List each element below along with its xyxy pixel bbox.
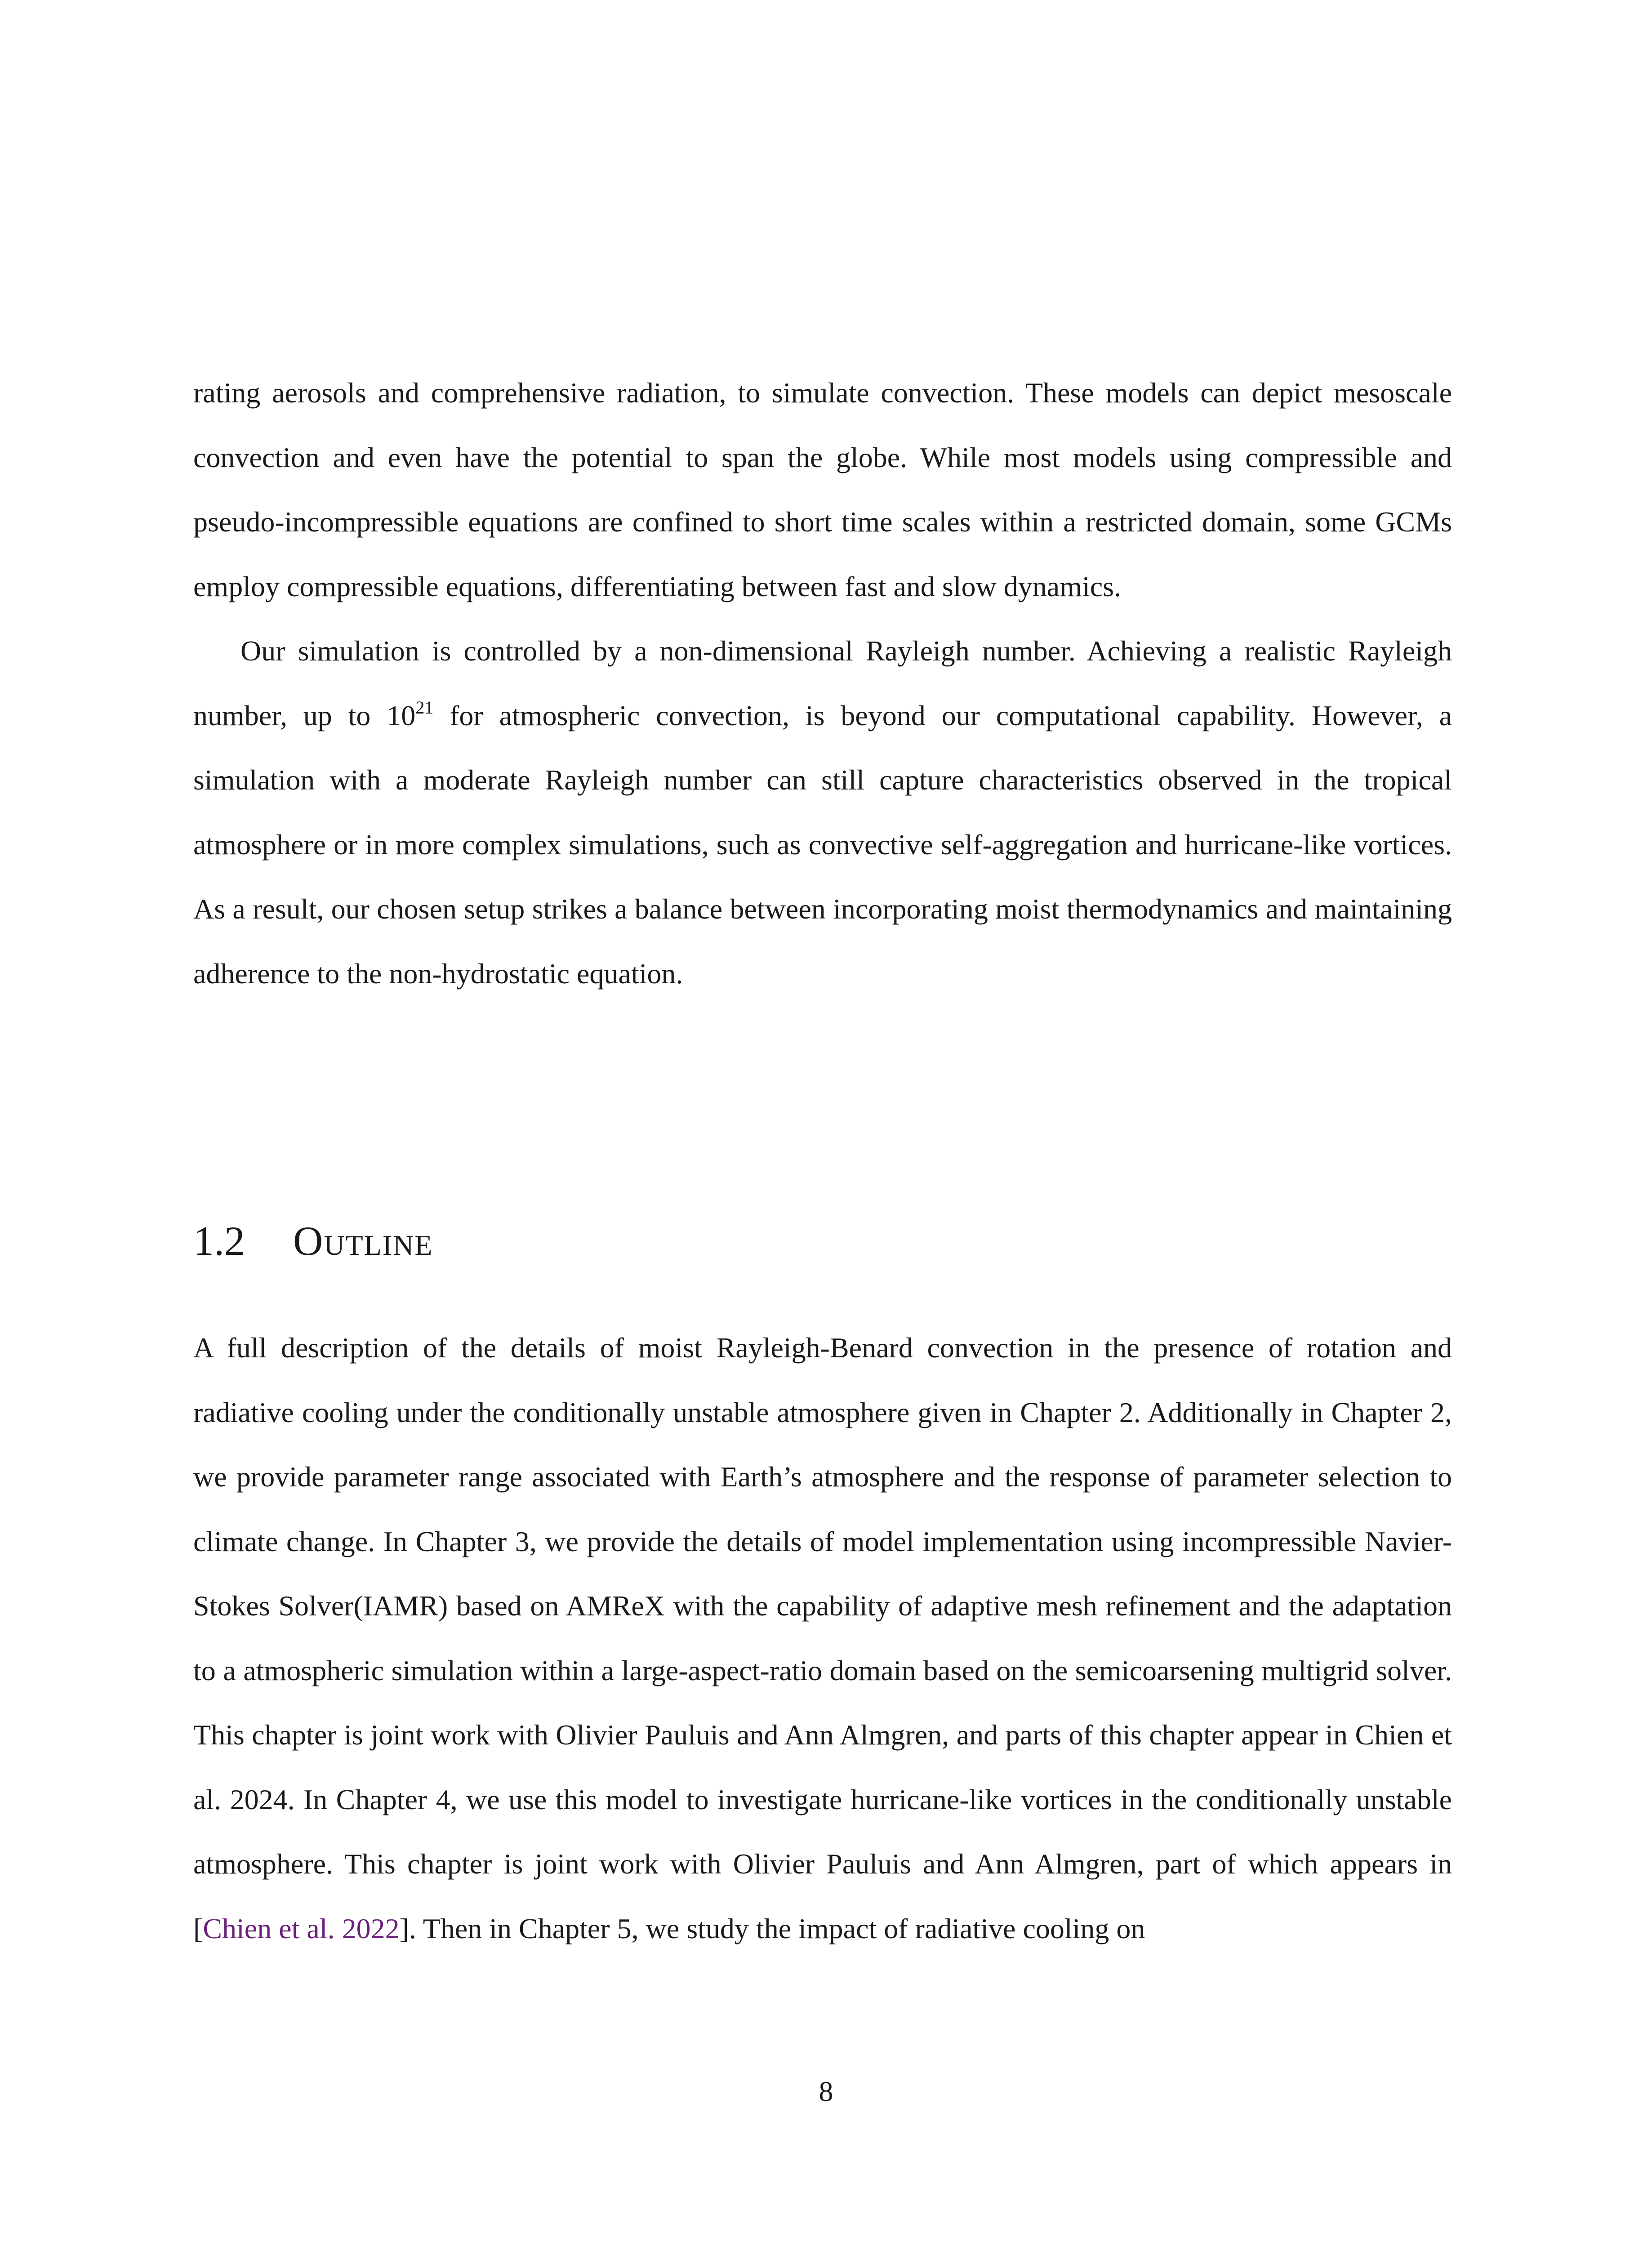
paragraph-2-rayleigh (193, 619, 1452, 1006)
section-number: 1.2 (193, 1218, 245, 1264)
section-heading-outline (193, 1212, 433, 1270)
citation-link-chien-2022[interactable]: Chien et al. 2022 (203, 1912, 400, 1945)
paragraph-3-part-1: A full description of the details of moist Rayleigh-Benard convection in the presence of rotation and radiative cooling under the conditionally unstable atmosphere given in Chapter 2. Additionally in Chapter 2, we provide parameter range associated with Earth’s atmosphere and the response of parameter selection to climate change. In Chapter 3, we provide the details of model implementation using incompressible Navier-Stokes Solver(IAMR) based on AMReX with the capability of adaptive mesh refinement and the adaptation to a atmospheric simulation within a large-aspect-ratio domain based on the semicoarsening multigrid solver. This chapter is joint work with Olivier Pauluis and Ann Almgren, and parts of this chapter appear in Chien et al. 2024. In Chapter 4, we use this model to investigate hurricane-like vortices in the conditionally unstable atmosphere. This chapter is joint work with Olivier Pauluis and Ann Almgren, part of which appears in [ (193, 1332, 1452, 1945)
rayleigh-exponent: 21 (415, 697, 434, 718)
paragraph-3-part-2: ]. Then in Chapter 5, we study the impact of radiative cooling on (399, 1912, 1145, 1945)
paragraph-outline (193, 1316, 1452, 1961)
paragraph-3-text (193, 1316, 1452, 1961)
section-title: Outline (293, 1218, 433, 1264)
paragraph-1-text: rating aerosols and comprehensive radiation, to simulate convection. These models can depict mesoscale convection and even have the potential to span the globe. While most models using compressible and pseudo-incompressible equations are confined to short time scales within a restricted domain, some GCMs employ compressible equations, differentiating between fast and slow dynamics. (193, 377, 1452, 602)
page-number: 8 (819, 2075, 833, 2107)
paragraph-2-part-2: for atmospheric convection, is beyond our computational capability. However, a simulation with a moderate Rayleigh number can still capture characteristics observed in the tropical atmosphere or in more complex simulations, such as convective self-aggregation and hurricane-like vortices. As a result, our chosen setup strikes a balance between incorporating moist thermodynamics and maintaining adherence to the non-hydrostatic equation. (193, 699, 1452, 990)
paragraph-2-part-1: Our simulation is controlled by a non-dimensional Rayleigh number. Achieving a realistic Rayleigh number, up to 10 (193, 635, 1452, 731)
paragraph-intro-continuation (193, 361, 1452, 1006)
